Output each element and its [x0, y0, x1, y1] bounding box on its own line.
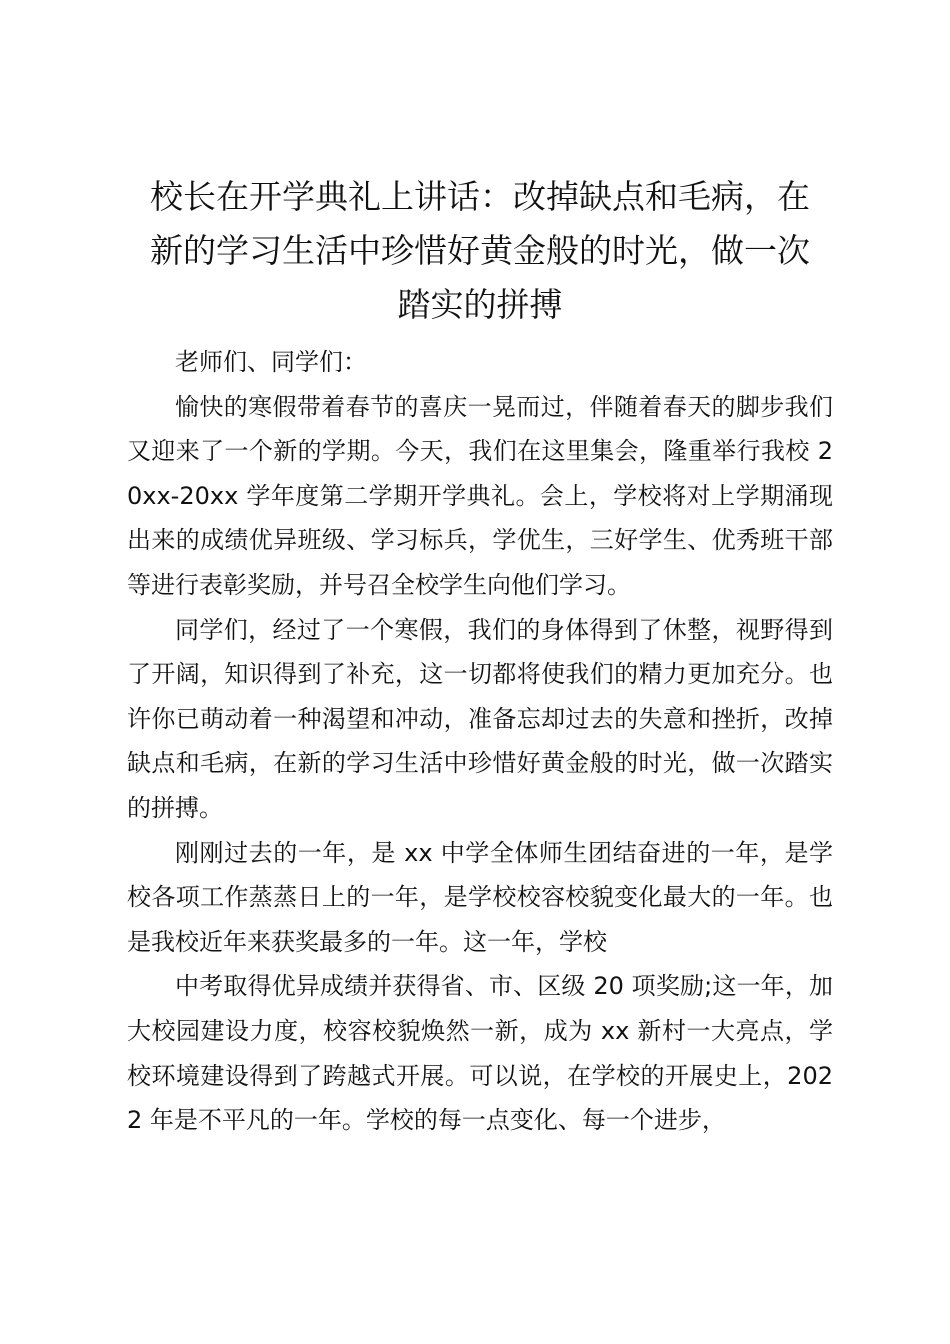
- title-line: 踏实的拼搏: [397, 285, 563, 324]
- salutation: 老师们、同学们：: [175, 348, 367, 376]
- title-line: 新的学习生活中珍惜好黄金般的时光，做一次: [150, 231, 810, 270]
- document-title: [127, 170, 833, 332]
- document-page: [127, 170, 833, 1143]
- title-line: 校长在开学典礼上讲话：改掉缺点和毛病，在: [150, 177, 810, 216]
- body-paragraph: 愉快的寒假带着春节的喜庆一晃而过，伴随着春天的脚步我们又迎来了一个新的学期。今天，我们在这里集会，隆重举行我校 20xx-20xx 学年度第二学期开学典礼。会上，学校将对上学期涌现出来的成绩优异班级、学习标兵，学优生，三好学生、优秀班干部等进行表彰奖励，并号召全校学生向他们学习。: [127, 392, 833, 599]
- body-paragraph: 同学们，经过了一个寒假，我们的身体得到了休整，视野得到了开阔，知识得到了补充，这一切都将使我们的精力更加充分。也许你已萌动着一种渴望和冲动，准备忘却过去的失意和挫折，改掉缺点和毛病，在新的学习生活中珍惜好黄金般的时光，做一次踏实的拼搏。: [127, 615, 833, 822]
- body-paragraph: 刚刚过去的一年，是 xx 中学全体师生团结奋进的一年，是学校各项工作蒸蒸日上的一年，是学校校容校貌变化最大的一年。也是我校近年来获奖最多的一年。这一年，学校: [127, 838, 833, 956]
- body-paragraph: 中考取得优异成绩并获得省、市、区级 20 项奖励;这一年，加大校园建设力度，校容校貌焕然一新，成为 xx 新村一大亮点，学校环境建设得到了跨越式开展。可以说，在学校的开展史上，2022 年是不平凡的一年。学校的每一点变化、每一个进步，: [127, 972, 833, 1135]
